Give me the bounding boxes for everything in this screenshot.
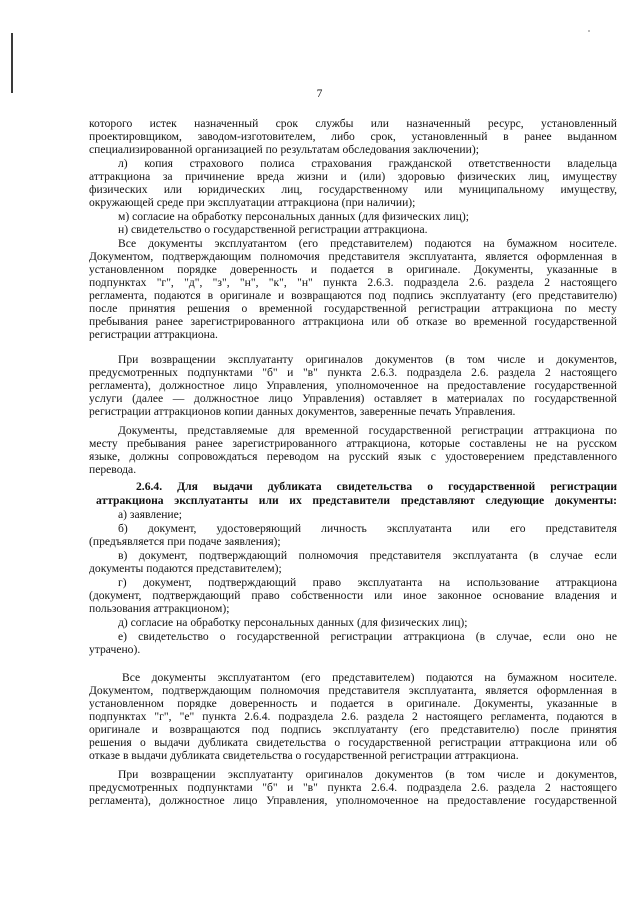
scan-speck — [588, 30, 590, 32]
text-line: решения о выдачи дубликата свидетельства о государственной регистрации аттракциона или об — [89, 736, 617, 749]
text-line: пользования аттракционом); — [89, 602, 230, 615]
text-line: г) документ, подтверждающий право эксплуатанта на использование аттракциона — [118, 576, 617, 589]
text-line: Все документы эксплуатантом (его представителем) подаются на бумажном носителе. — [122, 671, 617, 684]
text-line: регистрации аттракциона. — [89, 328, 218, 341]
text-line: проектировщиком, заводом-изготовителем, либо срок, установленный в ранее выданном — [89, 130, 617, 143]
text-line: м) согласие на обработку персональных данных (для физических лиц); — [118, 210, 469, 223]
text-line: подпунктах "г", "е" пункта 2.6.4. подраздела 2.6. раздела 2 настоящего регламента, подаются в — [89, 710, 617, 723]
text-line: аттракциона эксплуатанты или их представители представляют следующие документы: — [96, 494, 617, 507]
text-line: Документом, подтверждающим полномочия представителя эксплуатанта, является оформленная в — [89, 250, 617, 263]
text-line: услуги (далее — должностное лицо Управления) оставляет в материалах по государственной — [89, 392, 617, 405]
text-line: установленном порядке доверенность и подается в оригинале. Документы, указанные в — [89, 697, 617, 710]
scan-edge-mark — [11, 33, 13, 93]
text-line: (документ, подтверждающий право собственности или иное законное основание владения и — [89, 589, 617, 602]
text-line: пребывания ранее зарегистрированного аттракциона или об отказе во временной государственной — [89, 315, 617, 328]
text-line: регламента), должностное лицо Управления, уполномоченное на предоставление государственной — [89, 379, 617, 392]
text-line: предусмотренных подпунктами "б" и "в" пункта 2.6.3. подраздела 2.6. раздела 2 настоящего — [89, 366, 617, 379]
text-line: утрачено). — [89, 643, 141, 656]
text-line: предусмотренных подпунктами "б" и "в" пункта 2.6.4. подраздела 2.6. раздела 2 настоящего — [89, 781, 617, 794]
text-line: документы подаются представителем); — [89, 562, 282, 575]
text-line: месту пребывания ранее зарегистрированного аттракциона, которые составлены не на русском — [89, 437, 617, 450]
text-line: языке, должны сопровождаться переводом на русский язык с удостоверением представленного — [89, 450, 617, 463]
text-line: в) документ, подтверждающий полномочия представителя эксплуатанта (в случае если — [118, 549, 617, 562]
text-line: перевода. — [89, 463, 137, 476]
text-line: а) заявление; — [118, 508, 182, 521]
text-line: установленном порядке доверенность и подается в оригинале. Документы, указанные в — [89, 263, 617, 276]
text-line: после принятия решения о временной государственной регистрации аттракциона по месту — [89, 302, 617, 315]
text-line: специализированной организацией по результатам обследования заключении); — [89, 143, 479, 156]
text-line: Документы, представляемые для временной государственной регистрации аттракциона по — [118, 424, 617, 437]
text-line: регламента, подаются в оригинале и возвращаются под подпись эксплуатанту (его представителю) — [89, 289, 617, 302]
text-line: 2.6.4. Для выдачи дубликата свидетельства о государственной регистрации — [136, 480, 617, 493]
text-line: которого истек назначенный срок службы или назначенный ресурс, установленный — [89, 117, 617, 130]
text-line: б) документ, удостоверяющий личность эксплуатанта или его представителя — [118, 522, 617, 535]
text-line: регламента), должностное лицо Управления, уполномоченное на предоставление государственной — [89, 794, 617, 807]
text-line: (предъявляется при подаче заявления); — [89, 535, 281, 548]
text-line: Все документы эксплуатантом (его представителем) подаются на бумажном носителе. — [118, 237, 617, 250]
text-line: окружающей среде при эксплуатации аттракциона (при наличии); — [89, 196, 416, 209]
page-number: 7 — [316, 88, 323, 100]
text-line: При возвращении эксплуатанту оригиналов документов (в том числе и документов, — [118, 353, 617, 366]
text-line: подпунктах "г", "д", "з", "н", "к", "н" пункта 2.6.3. подраздела 2.6. раздела 2 настоящего — [89, 276, 617, 289]
text-line: отказе в выдачи дубликата свидетельства о государственной регистрации аттракциона. — [89, 749, 519, 762]
text-line: Документом, подтверждающим полномочия представителя эксплуатанта, является оформленная в — [89, 684, 617, 697]
text-line: регистрации аттракционов копии данных документов, заверенные печать Управления. — [89, 405, 516, 418]
text-line: аттракциона за причинение вреда жизни и (или) здоровью физических лиц, имуществу — [89, 170, 617, 183]
text-line: л) копия страхового полиса страхования гражданской ответственности владельца — [118, 157, 617, 170]
text-line: н) свидетельство о государственной регистрации аттракциона. — [118, 223, 428, 236]
text-line: При возвращении эксплуатанту оригиналов документов (в том числе и документов, — [118, 768, 617, 781]
text-line: е) свидетельство о государственной регистрации аттракциона (в случае, если оно не — [118, 630, 617, 643]
text-line: физических или юридических лиц, государственному или муниципальному имуществу, — [89, 183, 617, 196]
text-line: д) согласие на обработку персональных данных (для физических лиц); — [118, 616, 468, 629]
text-line: оригинале и возвращаются под подпись эксплуатанту (его представителю) после принятия — [89, 723, 617, 736]
